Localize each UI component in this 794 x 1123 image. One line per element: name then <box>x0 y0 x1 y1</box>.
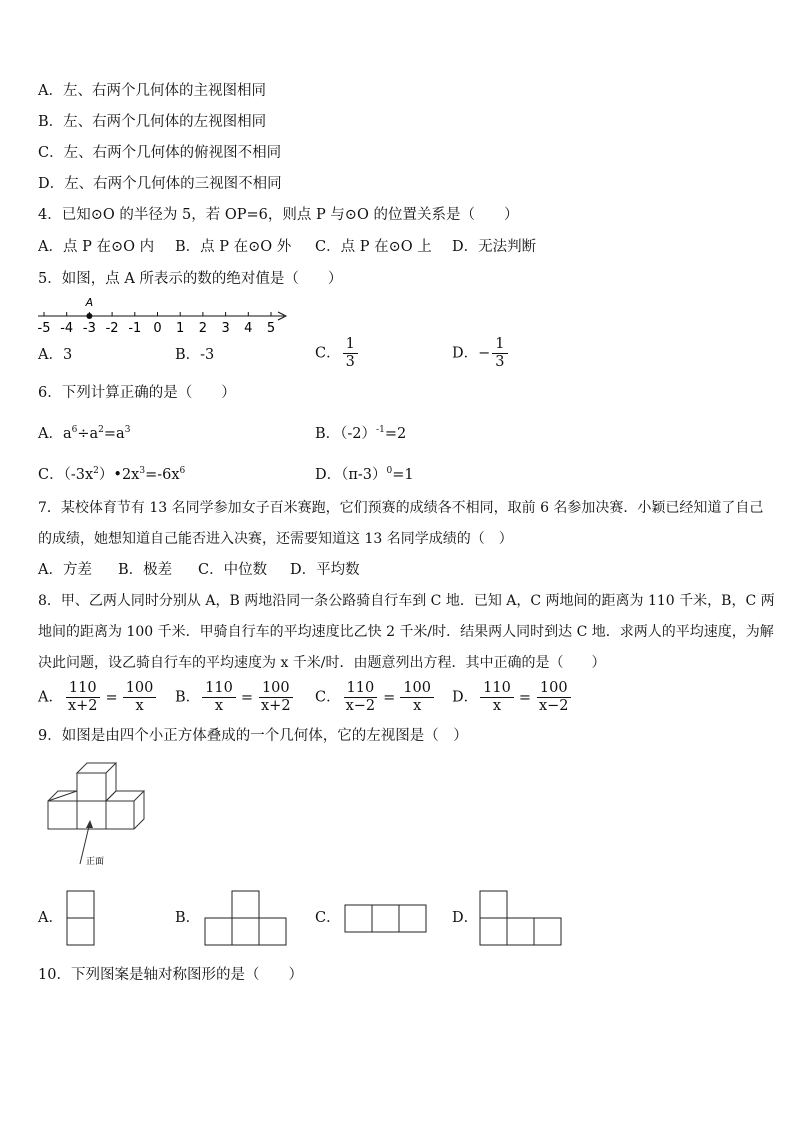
q8-option-a-frac1 <box>65 680 101 715</box>
q8-option-a-frac2 <box>123 680 157 715</box>
q5-option-c-den: 3 <box>345 354 355 370</box>
q5-option-c-prefix: C． <box>315 345 341 362</box>
q5-option-c <box>315 336 360 371</box>
q8-option-b-frac1 <box>202 680 236 715</box>
q3-option-d: D．左、右两个几何体的三视图不相同 <box>38 176 282 192</box>
q4-stem: 4．已知⊙O 的半径为 5，若 OP=6，则点 P 与⊙O 的位置关系是（ ） <box>38 207 519 223</box>
q8-option-a <box>38 680 158 715</box>
q8-option-b-frac2 <box>258 680 294 715</box>
q4-option-b: B．点 P 在⊙O 外 <box>175 239 292 255</box>
q4-option-d: D．无法判断 <box>452 239 537 255</box>
q8-option-c-num2: 100 <box>400 680 434 698</box>
q8-stem-line3: 决此问题，设乙骑自行车的平均速度为 x 千米/时．由题意列出方程．其中正确的是（ ） <box>38 655 606 671</box>
front-arrow-head <box>86 820 93 828</box>
q6-stem: 6．下列计算正确的是（ ） <box>38 385 236 401</box>
q5-option-d-prefix: D．− <box>452 345 491 362</box>
q8-option-a-label: A． <box>38 689 63 706</box>
number-line <box>34 290 296 338</box>
q7-stem-line2: 的成绩，她想知道自己能否进入决赛，还需要知道这 13 名同学成绩的（ ） <box>38 531 513 547</box>
q8-option-c <box>315 680 436 715</box>
q8-option-d-equals: = <box>518 689 531 706</box>
number-line-tick-label: 5 <box>266 321 276 336</box>
right-cube-front <box>106 801 134 829</box>
number-line-tick-label: -3 <box>82 321 96 336</box>
q8-option-b-num2: 100 <box>259 680 293 698</box>
q8-option-b-num1: 110 <box>202 680 236 698</box>
right-cube-top-face <box>106 791 144 801</box>
number-line-tick-label: -4 <box>60 321 74 336</box>
q8-option-d-den1: x <box>492 698 502 714</box>
q5-option-c-fraction <box>343 336 358 371</box>
q8-stem-line2: 地间的距离为 100 千米．甲骑自行车的平均速度比乙快 2 千米/时．结果两人同时到达 C 地．求两人的平均速度，为解 <box>38 624 774 640</box>
number-line-tick-label: 0 <box>153 321 162 336</box>
q6-option-d: D．$(\pi-3)^0=1$ <box>315 466 414 483</box>
q8-option-c-label: C． <box>315 689 341 706</box>
q7-option-a: A．方差 <box>38 562 92 578</box>
q10-stem: 10．下列图案是轴对称图形的是（ ） <box>38 967 303 983</box>
q8-option-b <box>175 680 296 715</box>
q8-option-d-frac2 <box>536 680 572 715</box>
q8-option-d-num1: 110 <box>480 680 514 698</box>
q7-option-c: C．中位数 <box>198 562 268 578</box>
q8-option-a-den1: x+2 <box>67 698 98 714</box>
q8-option-c-num1: 110 <box>344 680 378 698</box>
number-line-tick-label: 3 <box>221 321 230 336</box>
number-line-tick-label: -5 <box>37 321 51 336</box>
q5-stem: 5．如图，点 A 所表示的数的绝对值是（ ） <box>38 271 343 287</box>
top-cube-front <box>77 773 106 801</box>
q8-option-c-den1: x−2 <box>345 698 376 714</box>
front-label: 正面 <box>86 857 105 867</box>
q8-option-c-equals: = <box>383 689 396 706</box>
q8-option-a-num2: 100 <box>123 680 157 698</box>
q8-option-a-num1: 110 <box>66 680 100 698</box>
q3-option-c: C．左、右两个几何体的俯视图不相同 <box>38 145 282 161</box>
q6-option-b: B．$(-2)^{-1}=2$ <box>315 425 407 442</box>
q9-option-b-figure <box>204 890 288 948</box>
q9-option-a-label: A． <box>38 910 63 926</box>
q4-option-c: C．点 P 在⊙O 上 <box>315 239 432 255</box>
q8-stem-line1: 8．甲、乙两人同时分别从 A，B 两地沿同一条公路骑自行车到 C 地．已知 A，C 两地间的距离为 110 千米，B，C 两 <box>38 593 775 609</box>
q8-option-d <box>452 680 574 715</box>
q8-option-a-equals: = <box>105 689 118 706</box>
q5-option-d-den: 3 <box>495 354 505 370</box>
number-line-tick-label: 4 <box>244 321 253 336</box>
q9-option-d-label: D． <box>452 910 479 926</box>
q8-option-c-frac2 <box>400 680 434 715</box>
top-cube-top-face <box>77 763 116 773</box>
q8-option-d-num2: 100 <box>537 680 571 698</box>
q8-option-a-den2: x <box>135 698 144 714</box>
q8-option-c-frac1 <box>343 680 379 715</box>
q8-option-d-label: D． <box>452 689 479 706</box>
q6-option-a: A．$a^6\div a^2=a^3$ <box>38 425 131 442</box>
q9-option-a-figure <box>66 890 96 948</box>
q6-option-c: C．$(-3x^2)•2x^3=-6x^6$ <box>38 466 186 483</box>
q9-option-b-label: B． <box>175 910 201 926</box>
q7-stem-line1: 7．某校体育节有 13 名同学参加女子百米赛跑，它们预赛的成绩各不相同，取前 6 名参加决赛．小颖已经知道了自己 <box>38 500 764 516</box>
q5-option-d-num: 1 <box>492 336 507 354</box>
q8-option-b-den2: x+2 <box>261 698 291 714</box>
left-cube-front <box>48 801 77 829</box>
q9-option-c-figure <box>344 904 428 934</box>
q8-option-c-den2: x <box>413 698 422 714</box>
number-line-tick-label: 1 <box>176 321 185 336</box>
number-line-tick-label: 2 <box>198 321 208 336</box>
q8-option-d-den2: x−2 <box>538 698 569 714</box>
q5-option-d <box>452 336 510 371</box>
point-a-label: A <box>85 296 94 309</box>
q3-option-a: A．左、右两个几何体的主视图相同 <box>38 83 266 99</box>
q5-option-b: B．-3 <box>175 347 215 363</box>
number-line-tick-label: -2 <box>105 321 119 336</box>
q5-option-d-fraction <box>492 336 507 371</box>
point-a-dot <box>86 313 92 319</box>
q8-option-b-equals: = <box>240 689 253 706</box>
q9-stem: 9．如图是由四个小正方体叠成的一个几何体，它的左视图是（ ） <box>38 728 468 744</box>
number-line-tick-label: -1 <box>128 321 142 336</box>
q9-option-c-label: C． <box>315 910 341 926</box>
q4-option-a: A．点 P 在⊙O 内 <box>38 239 155 255</box>
q5-option-c-num: 1 <box>343 336 358 354</box>
q9-geometry-figure <box>40 760 160 872</box>
q8-option-b-label: B． <box>175 689 201 706</box>
q7-option-b: B．极差 <box>118 562 173 578</box>
q8-option-d-frac1 <box>480 680 514 715</box>
q5-option-a: A．3 <box>38 347 73 363</box>
q3-option-b: B．左、右两个几何体的左视图相同 <box>38 114 267 130</box>
q7-option-d: D．平均数 <box>290 562 360 578</box>
q8-option-b-den1: x <box>214 698 224 714</box>
q9-option-d-figure <box>479 890 563 948</box>
left-cube-top-face <box>48 791 77 801</box>
